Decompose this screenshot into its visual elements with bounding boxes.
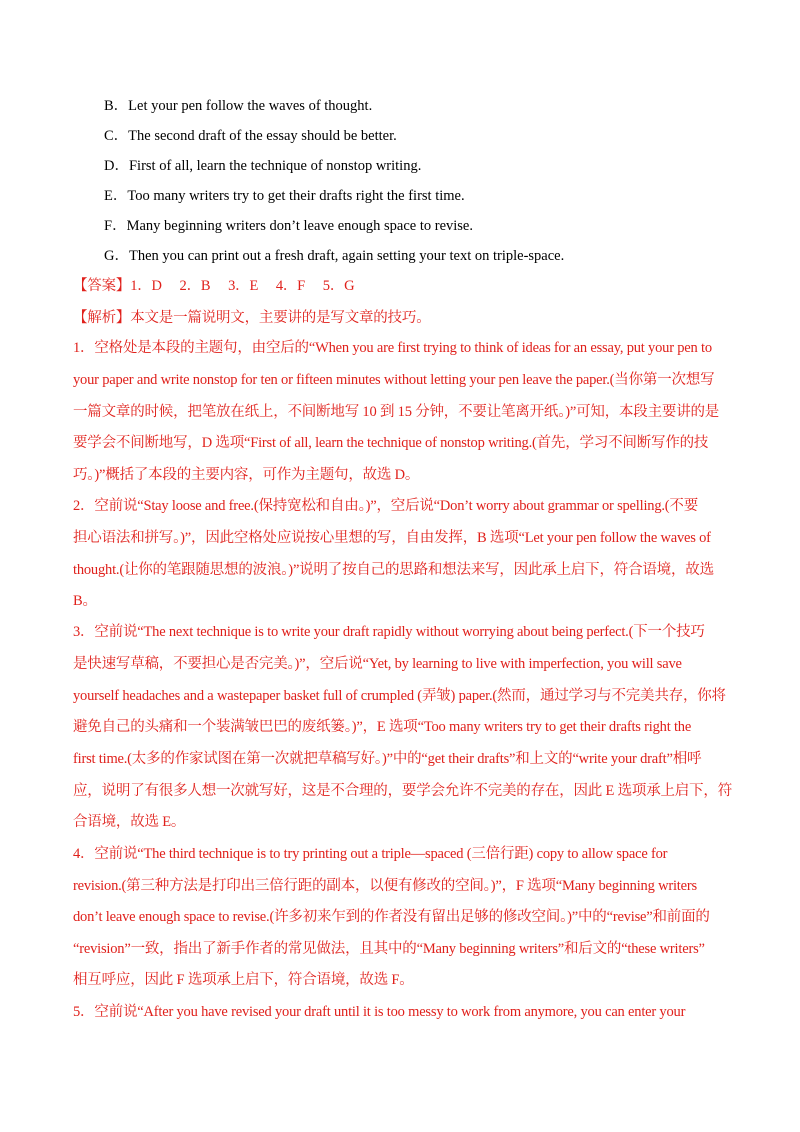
analysis-line: thought.(让你的笔跟随思想的波浪。)”说明了按自己的思路和想法来写，因此承上启下，符合语境，故选 — [73, 562, 714, 578]
option-d: D．First of all, learn the technique of nonstop writing. — [104, 158, 422, 174]
analysis-line: 合语境，故选 E。 — [73, 814, 186, 830]
option-f: F．Many beginning writers don’t leave enough space to revise. — [104, 218, 473, 234]
analysis-line: yourself headaches and a wastepaper basket full of crumpled (弄皱) paper.(然而，通过学习与不完美共存，你将 — [73, 688, 726, 704]
analysis-line: 5．空前说“After you have revised your draft until it is too messy to work from anymore, you can enter your — [73, 1004, 686, 1020]
analysis-line: B。 — [73, 593, 97, 609]
analysis-line: 是快速写草稿，不要担心是否完美。)”，空后说“Yet, by learning to live with imperfection, you will save — [73, 656, 682, 672]
analysis-line: 3．空前说“The next technique is to write your draft rapidly without worrying about being perfect.(下一个技巧 — [73, 624, 705, 640]
analysis-line: 要学会不间断地写，D 选项“First of all, learn the technique of nonstop writing.(首先，学习不间断写作的技 — [73, 435, 709, 451]
option-b: B．Let your pen follow the waves of thought. — [104, 98, 373, 114]
analysis-line: 一篇文章的时候，把笔放在纸上，不间断地写 10 到 15 分钟，不要让笔离开纸。)”可知，本段主要讲的是 — [73, 404, 720, 420]
analysis-line: 4．空前说“The third technique is to try printing out a triple—spaced (三倍行距) copy to allow space for — [73, 846, 668, 862]
analysis-line: revision.(第三种方法是打印出三倍行距的副本，以便有修改的空间。)”，F 选项“Many beginning writers — [73, 878, 697, 894]
analysis-line: don’t leave enough space to revise.(许多初来乍到的作者没有留出足够的修改空间。)”中的“revise”和前面的 — [73, 909, 710, 925]
analysis-line: first time.(太多的作家试图在第一次就把草稿写好。)”中的“get their drafts”和上文的“write your draft”相呼 — [73, 751, 702, 767]
option-c: C．The second draft of the essay should be better. — [104, 128, 397, 144]
answer-line: 【答案】1．D 2．B 3．E 4．F 5．G — [73, 278, 355, 294]
analysis-line: 应，说明了有很多人想一次就写好，这是不合理的，要学会允许不完美的存在，因此 E 选项承上启下，符 — [73, 783, 733, 799]
analysis-line: 避免自己的头痛和一个装满皱巴巴的废纸篓。)”，E 选项“Too many writers try to get their drafts right the — [73, 719, 692, 735]
analysis-line: 担心语法和拼写。)”，因此空格处应说按心里想的写，自由发挥，B 选项“Let your pen follow the waves of — [73, 530, 711, 546]
analysis-line: your paper and write nonstop for ten or fifteen minutes without letting your pen leave the paper.(当你第一次想写 — [73, 372, 715, 388]
analysis-intro: 【解析】本文是一篇说明文，主要讲的是写文章的技巧。 — [73, 310, 431, 326]
analysis-line: “revision”一致，指出了新手作者的常见做法，且其中的“Many beginning writers”和后文的“these writers” — [73, 941, 705, 957]
analysis-line: 2．空前说“Stay loose and free.(保持宽松和自由。)”，空后说“Don’t worry about grammar or spelling.(不要 — [73, 498, 699, 514]
option-g: G．Then you can print out a fresh draft, again setting your text on triple-space. — [104, 248, 565, 264]
analysis-line: 相互呼应，因此 F 选项承上启下，符合语境，故选 F。 — [73, 972, 414, 988]
analysis-line: 1．空格处是本段的主题句，由空后的“When you are first trying to think of ideas for an essay, put your pen to — [73, 340, 712, 356]
option-e: E．Too many writers try to get their drafts right the first time. — [104, 188, 465, 204]
analysis-line: 巧。)”概括了本段的主要内容，可作为主题句，故选 D。 — [73, 467, 420, 483]
